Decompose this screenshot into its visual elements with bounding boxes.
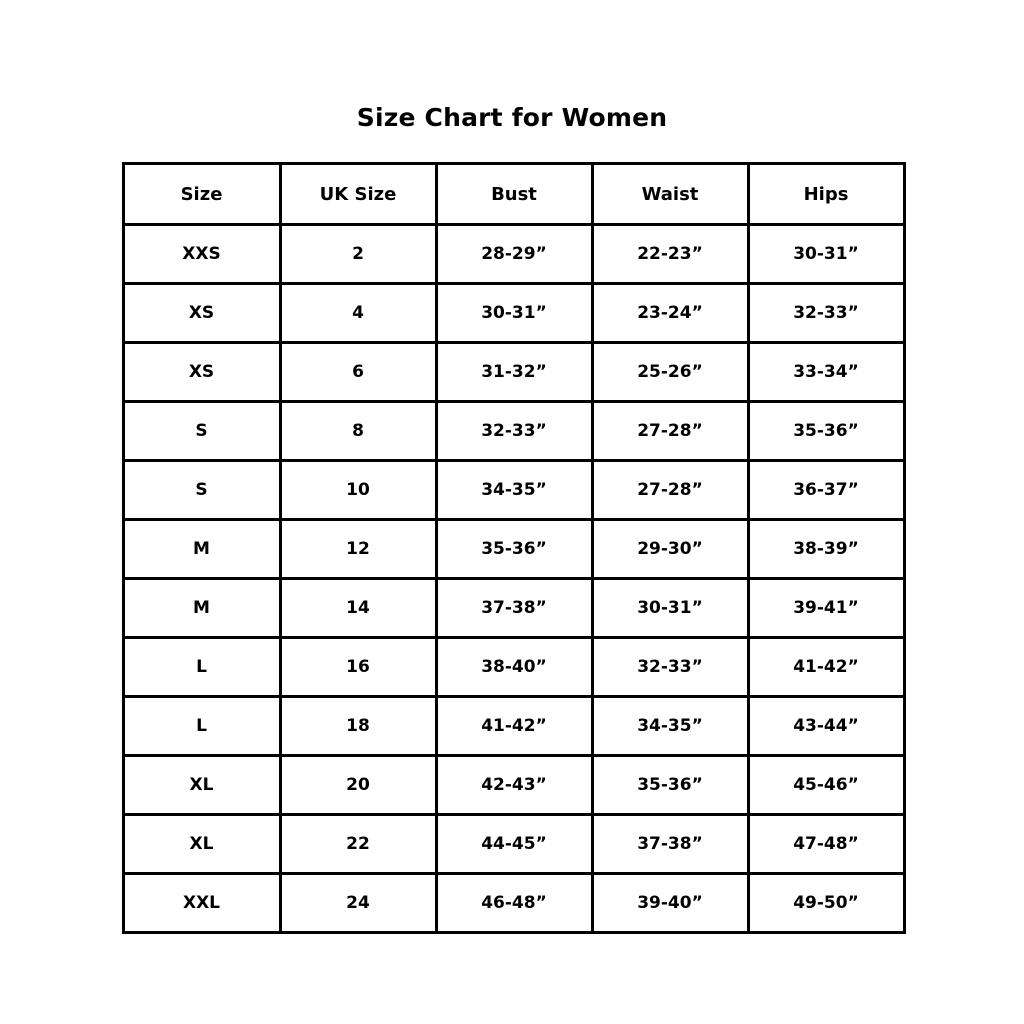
table-row [123,284,904,343]
cell-size: XS [123,284,280,343]
cell-size: XS [123,343,280,402]
column-header-waist: Waist [592,164,748,225]
table-header-row [123,164,904,225]
column-header-size: Size [123,164,280,225]
cell-size: M [123,520,280,579]
cell-hips: 43-44” [748,697,904,756]
cell-waist: 27-28” [592,461,748,520]
cell-bust: 38-40” [436,638,592,697]
cell-waist: 32-33” [592,638,748,697]
cell-uk-size: 14 [280,579,436,638]
column-header-uk-size: UK Size [280,164,436,225]
page-title: Size Chart for Women [356,103,668,132]
table-row [123,697,904,756]
table-row [123,461,904,520]
cell-size: S [123,402,280,461]
cell-size: XL [123,815,280,874]
cell-waist: 23-24” [592,284,748,343]
cell-hips: 35-36” [748,402,904,461]
cell-bust: 28-29” [436,225,592,284]
cell-uk-size: 2 [280,225,436,284]
table-row [123,579,904,638]
cell-waist: 30-31” [592,579,748,638]
cell-size: S [123,461,280,520]
cell-uk-size: 22 [280,815,436,874]
cell-hips: 36-37” [748,461,904,520]
cell-size: XXL [123,874,280,933]
cell-bust: 37-38” [436,579,592,638]
cell-waist: 27-28” [592,402,748,461]
cell-hips: 45-46” [748,756,904,815]
cell-hips: 41-42” [748,638,904,697]
cell-bust: 46-48” [436,874,592,933]
cell-size: XXS [123,225,280,284]
cell-waist: 25-26” [592,343,748,402]
cell-waist: 29-30” [592,520,748,579]
cell-uk-size: 20 [280,756,436,815]
cell-size: XL [123,756,280,815]
cell-hips: 30-31” [748,225,904,284]
cell-bust: 30-31” [436,284,592,343]
cell-uk-size: 6 [280,343,436,402]
cell-bust: 44-45” [436,815,592,874]
cell-size: L [123,697,280,756]
column-header-hips: Hips [748,164,904,225]
table-row [123,756,904,815]
cell-waist: 37-38” [592,815,748,874]
cell-waist: 39-40” [592,874,748,933]
cell-hips: 38-39” [748,520,904,579]
table-row [123,874,904,933]
cell-uk-size: 4 [280,284,436,343]
table-row [123,402,904,461]
table-row [123,520,904,579]
cell-size: M [123,579,280,638]
cell-bust: 42-43” [436,756,592,815]
size-table-container [122,162,903,934]
cell-bust: 31-32” [436,343,592,402]
table-body [123,225,904,933]
table-row [123,638,904,697]
cell-hips: 49-50” [748,874,904,933]
cell-hips: 32-33” [748,284,904,343]
table-row [123,225,904,284]
cell-uk-size: 8 [280,402,436,461]
cell-waist: 22-23” [592,225,748,284]
cell-uk-size: 18 [280,697,436,756]
cell-bust: 35-36” [436,520,592,579]
cell-uk-size: 12 [280,520,436,579]
table-header [123,164,904,225]
table-row [123,815,904,874]
cell-hips: 39-41” [748,579,904,638]
table-row [123,343,904,402]
cell-bust: 32-33” [436,402,592,461]
cell-uk-size: 24 [280,874,436,933]
cell-size: L [123,638,280,697]
cell-bust: 34-35” [436,461,592,520]
cell-waist: 34-35” [592,697,748,756]
cell-waist: 35-36” [592,756,748,815]
cell-hips: 47-48” [748,815,904,874]
cell-bust: 41-42” [436,697,592,756]
cell-uk-size: 10 [280,461,436,520]
cell-hips: 33-34” [748,343,904,402]
size-table [122,162,906,934]
column-header-bust: Bust [436,164,592,225]
cell-uk-size: 16 [280,638,436,697]
